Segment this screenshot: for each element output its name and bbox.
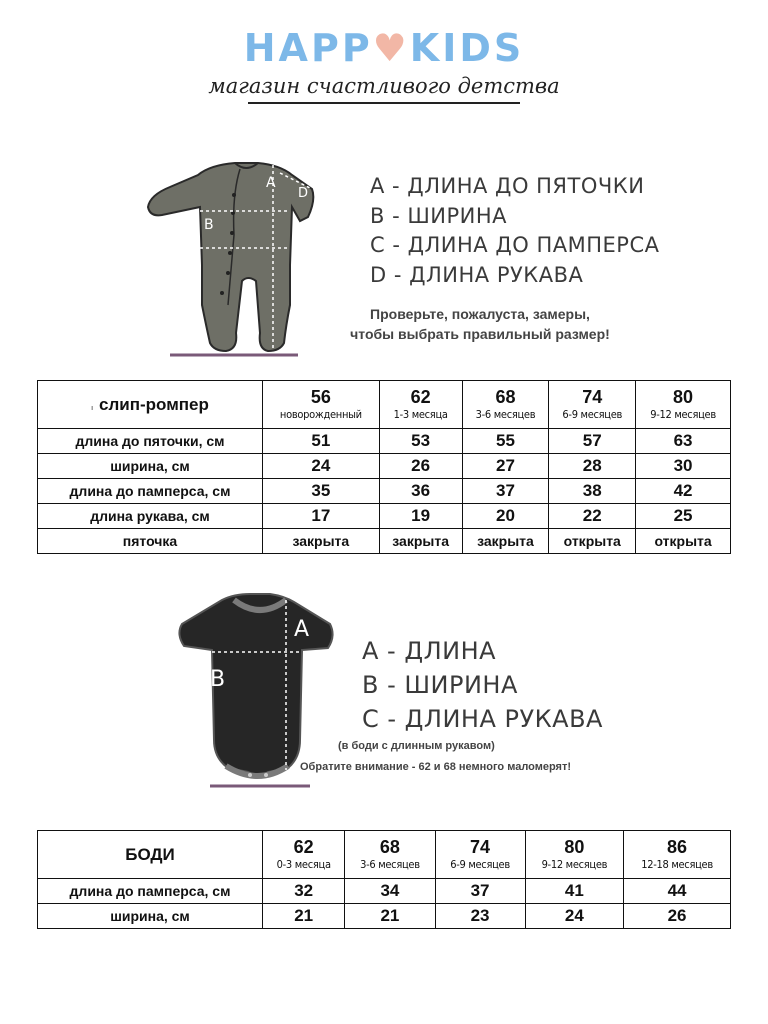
table-cell: закрыта xyxy=(379,529,462,554)
table-cell: 57 xyxy=(549,429,636,454)
sleepsuit-label-d: D xyxy=(298,186,309,201)
logo-text-left: HAPP xyxy=(243,26,373,70)
corner-mark: ı xyxy=(91,404,94,412)
table-row xyxy=(38,479,731,504)
table-cell: 19 xyxy=(379,504,462,529)
table-cell: 53 xyxy=(379,429,462,454)
legend-item: D - ДЛИНА РУКАВА xyxy=(370,262,584,287)
legend-item: B - ШИРИНА xyxy=(362,671,518,699)
table-cell: 24 xyxy=(525,904,623,929)
table-cell: 28 xyxy=(549,454,636,479)
row-label: длина до памперса, см xyxy=(38,879,263,904)
size-age: 0-3 месяца xyxy=(276,857,331,871)
size-number: 74 xyxy=(470,836,491,857)
sleepsuit-label-a: A xyxy=(266,175,276,191)
size-number: 80 xyxy=(564,836,585,857)
sleepsuit-legend xyxy=(370,172,659,290)
table-cell: 41 xyxy=(525,879,623,904)
size-age: 9-12 месяцев xyxy=(541,857,608,871)
size-age: 12-18 месяцев xyxy=(641,857,713,871)
note-line: Проверьте, пожалуста, замеры, xyxy=(370,306,590,322)
row-label: длина до памперса, см xyxy=(38,479,263,504)
table-cell: 34 xyxy=(345,879,435,904)
table-cell: 21 xyxy=(345,904,435,929)
size-header xyxy=(345,831,435,879)
bodysuit-illustration xyxy=(170,590,340,790)
table-row xyxy=(38,904,731,929)
size-header xyxy=(263,381,380,429)
table-cell: 37 xyxy=(435,879,525,904)
table-row xyxy=(38,529,731,554)
legend-item: A - ДЛИНА ДО ПЯТОЧКИ xyxy=(370,174,645,198)
legend-item: A - ДЛИНА xyxy=(362,637,497,665)
tagline-underline xyxy=(248,102,520,104)
size-header xyxy=(379,381,462,429)
table-cell: 21 xyxy=(263,904,345,929)
size-age: новорожденный xyxy=(279,407,362,421)
size-header xyxy=(636,381,731,429)
legend-item: C - ДЛИНА ДО ПАМПЕРСА xyxy=(370,233,660,257)
size-number: 62 xyxy=(410,386,431,407)
legend-item: C - ДЛИНА РУКАВА xyxy=(362,705,603,733)
bodysuit-size-table xyxy=(37,830,731,929)
logo-text-right: KIDS xyxy=(409,26,525,70)
size-number: 68 xyxy=(495,386,516,407)
table-cell: 23 xyxy=(435,904,525,929)
size-header xyxy=(435,831,525,879)
size-number: 86 xyxy=(667,836,688,857)
table-header-row xyxy=(38,381,731,429)
measurement-note xyxy=(310,304,650,344)
size-header xyxy=(462,381,549,429)
tagline: магазин счастливого детства xyxy=(208,74,560,98)
table-row xyxy=(38,454,731,479)
table-cell: 35 xyxy=(263,479,380,504)
table-title-cell xyxy=(38,381,263,429)
table-cell: 24 xyxy=(263,454,380,479)
table-cell: 22 xyxy=(549,504,636,529)
table-cell: закрыта xyxy=(263,529,380,554)
size-age: 3-6 месяцев xyxy=(475,407,536,421)
size-number: 80 xyxy=(673,386,694,407)
row-label: пяточка xyxy=(38,529,263,554)
table-cell: 30 xyxy=(636,454,731,479)
table-cell: 20 xyxy=(462,504,549,529)
table-cell: 44 xyxy=(624,879,731,904)
table-cell: открыта xyxy=(636,529,731,554)
table-cell: 25 xyxy=(636,504,731,529)
table-title: слип-ромпер xyxy=(99,394,209,414)
legend-item: B - ШИРИНА xyxy=(370,203,508,228)
table-row xyxy=(38,879,731,904)
sleepsuit-size-table xyxy=(37,380,731,554)
size-age: 1-3 месяца xyxy=(393,407,448,421)
table-cell: закрыта xyxy=(462,529,549,554)
table-title-cell: БОДИ xyxy=(38,831,263,879)
row-label: длина рукава, см xyxy=(38,504,263,529)
table-row xyxy=(38,429,731,454)
table-cell: 55 xyxy=(462,429,549,454)
size-header xyxy=(263,831,345,879)
size-number: 62 xyxy=(293,836,314,857)
table-cell: 51 xyxy=(263,429,380,454)
size-age: 9-12 месяцев xyxy=(650,407,716,421)
table-cell: 42 xyxy=(636,479,731,504)
table-cell: 32 xyxy=(263,879,345,904)
table-row xyxy=(38,504,731,529)
bodysuit-label-b: B xyxy=(210,667,226,692)
size-age: 6-9 месяцев xyxy=(450,857,510,871)
size-header xyxy=(549,381,636,429)
table-cell: 27 xyxy=(462,454,549,479)
sleepsuit-label-b: B xyxy=(204,217,214,233)
row-label: ширина, см xyxy=(38,454,263,479)
table-cell: 26 xyxy=(379,454,462,479)
table-cell: 63 xyxy=(636,429,731,454)
bodysuit-legend xyxy=(362,634,603,736)
bodysuit-label-a: A xyxy=(294,617,310,642)
size-age: 3-6 месяцев xyxy=(360,857,420,871)
size-number: 68 xyxy=(379,836,400,857)
table-cell: 26 xyxy=(624,904,731,929)
brand-logo xyxy=(0,26,768,70)
note-line: чтобы выбрать правильный размер! xyxy=(350,326,610,342)
size-number: 74 xyxy=(582,386,603,407)
table-cell: открыта xyxy=(549,529,636,554)
size-header xyxy=(525,831,623,879)
size-number: 56 xyxy=(310,386,331,407)
table-header-row xyxy=(38,831,731,879)
size-header xyxy=(624,831,731,879)
heart-icon: ♥ xyxy=(372,26,410,70)
sizing-warning: Обратите внимание - 62 и 68 немного маломерят! xyxy=(300,761,572,773)
table-cell: 36 xyxy=(379,479,462,504)
size-age: 6-9 месяцев xyxy=(562,407,623,421)
table-cell: 38 xyxy=(549,479,636,504)
table-cell: 37 xyxy=(462,479,549,504)
table-cell: 17 xyxy=(263,504,380,529)
sleeve-note: (в боди с длинным рукавом) xyxy=(338,740,495,752)
row-label: ширина, см xyxy=(38,904,263,929)
row-label: длина до пяточки, см xyxy=(38,429,263,454)
